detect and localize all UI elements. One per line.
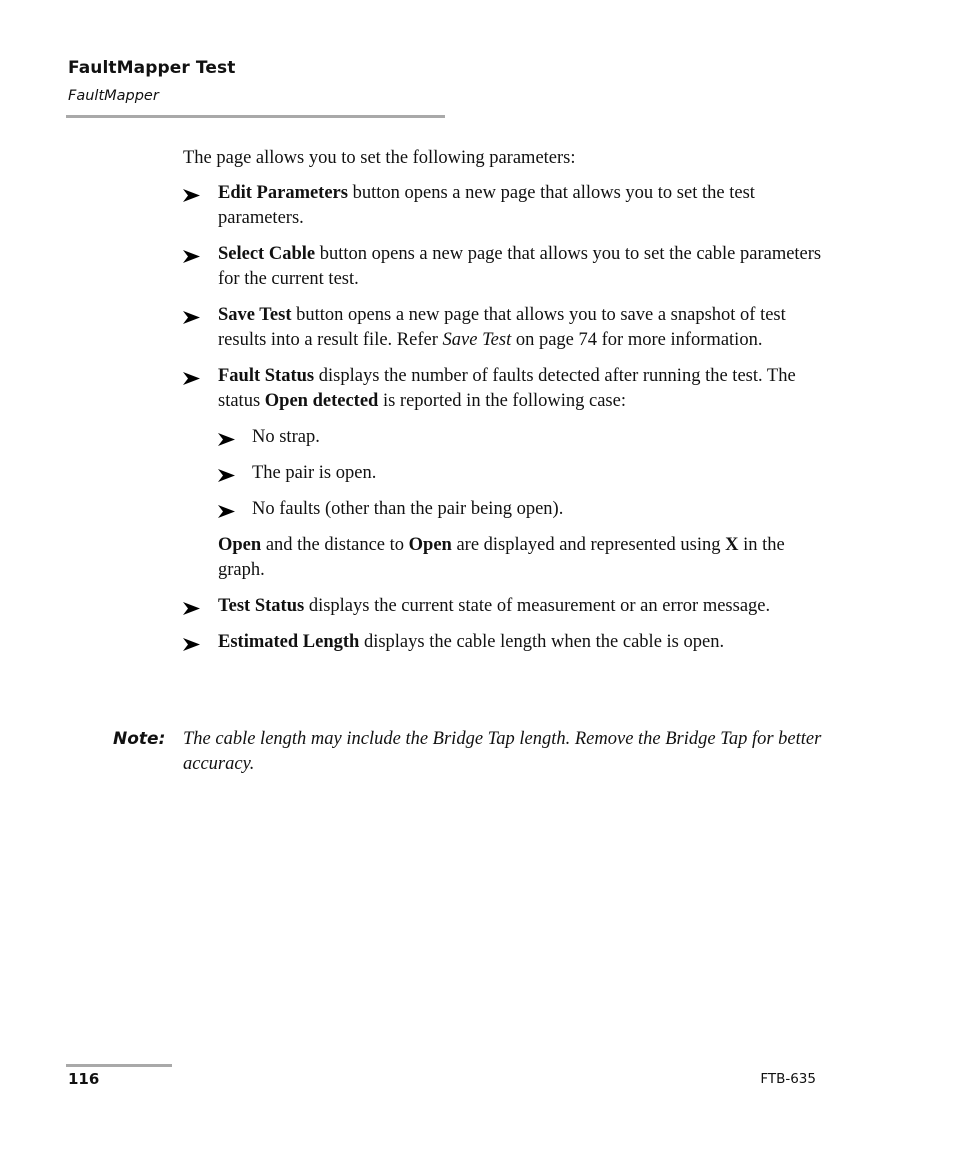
- list-item-fault-status: Fault Status displays the number of faults detected after running the test. The status Open detected is reported in the following case: No strap. The pair is open. No faults (other than the pair being open). Open and the distance to Open are displayed and represented using X in the graph.: [183, 364, 833, 583]
- note-text: The cable length may include the Bridge Tap length. Remove the Bridge Tap for better accuracy.: [183, 729, 822, 774]
- page-number: 116: [68, 1070, 100, 1088]
- term-fault-status: Fault Status: [218, 366, 315, 386]
- arrow-bullet-icon: [218, 425, 238, 446]
- term-test-status: Test Status: [218, 596, 305, 616]
- arrow-bullet-icon: [183, 181, 203, 202]
- arrow-bullet-icon: [183, 364, 203, 385]
- chapter-title: FaultMapper Test: [68, 58, 236, 78]
- sub-list-item: No faults (other than the pair being open).: [218, 497, 833, 522]
- cross-reference-save-test[interactable]: Save Test: [442, 330, 512, 350]
- list-item-edit-parameters: Edit Parameters button opens a new page that allows you to set the test parameters.: [183, 181, 833, 231]
- term-open-detected: Open detected: [264, 391, 379, 411]
- arrow-bullet-icon: [183, 303, 203, 324]
- note-label: Note:: [113, 729, 166, 749]
- header-rule: [66, 115, 445, 118]
- arrow-bullet-icon: [218, 461, 238, 482]
- term-save-test: Save Test: [218, 305, 292, 325]
- intro-paragraph: The page allows you to set the following parameters:: [183, 148, 576, 168]
- list-item-save-test: Save Test button opens a new page that allows you to save a snapshot of test results into a result file. Refer Save Test on page 74 for more information.: [183, 303, 833, 353]
- open-paragraph: Open and the distance to Open are displayed and represented using X in the graph.: [218, 535, 785, 580]
- arrow-bullet-icon: [183, 594, 203, 615]
- note-block: [113, 727, 833, 777]
- term-edit-parameters: Edit Parameters: [218, 183, 348, 203]
- list-item-test-status: Test Status displays the current state of measurement or an error message.: [183, 594, 833, 619]
- section-subtitle: FaultMapper: [68, 88, 159, 104]
- arrow-bullet-icon: [183, 242, 203, 263]
- arrow-bullet-icon: [218, 497, 238, 518]
- sub-list-item: The pair is open.: [218, 461, 833, 486]
- term-select-cable: Select Cable: [218, 244, 316, 264]
- arrow-bullet-icon: [183, 630, 203, 651]
- list-item-select-cable: Select Cable button opens a new page that allows you to set the cable parameters for the current test.: [183, 242, 833, 292]
- sub-list-item: No strap.: [218, 425, 833, 450]
- footer-rule: [66, 1064, 172, 1067]
- main-content: [183, 146, 833, 666]
- term-estimated-length: Estimated Length: [218, 632, 360, 652]
- product-name: FTB-635: [760, 1071, 816, 1087]
- list-item-estimated-length: Estimated Length displays the cable length when the cable is open.: [183, 630, 833, 655]
